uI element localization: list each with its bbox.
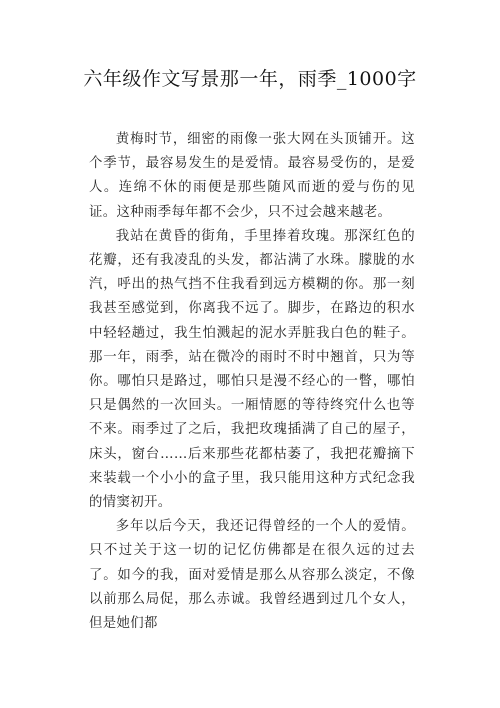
paragraph-2: 我站在黄昏的街角，手里捧着玫瑰。那深红色的花瓣，还有我凌乱的头发，都沾满了水珠。朦胧的水汽，呼出的热气挡不住我看到远方模糊的你。那一刻我甚至感觉到，你离我不远了。脚步，在路边的积水中轻轻趟过，我生怕溅起的泥水弄脏我白色的鞋子。那一年，雨季，站在微冷的雨时不时中翘首，只为等你。哪怕只是路过，哪怕只是漫不经心的一瞥，哪怕只是偶然的一次回头。一厢情愿的等待终究什么也等不来。雨季过了之后，我把玫瑰插满了自己的屋子，床头，窗台……后来那些花都枯萎了，我把花瓣摘下来装载一个小小的盒子里，我只能用这种方式纪念我的情窦初开。 [89,228,415,511]
paragraph-3: 多年以后今天，我还记得曾经的一个人的爱情。只不过关于这一切的记忆仿佛都是在很久远的过去了。如今的我，面对爱情是那么从容那么淡定，不像以前那么局促，那么赤诚。我曾经遇到过几个女人，但是她们都 [89,519,415,632]
document-title: 六年级作文写景那一年，雨季_1000字 [83,68,417,90]
document-body [89,128,415,636]
paragraph-1: 黄梅时节，细密的雨像一张大网在头顶铺开。这个季节，最容易发生的是爱情。最容易受伤的，是爱人。连绵不休的雨便是那些随风而逝的爱与伤的见证。这种雨季每年都不会少，只不过会越来越老。 [89,132,415,220]
